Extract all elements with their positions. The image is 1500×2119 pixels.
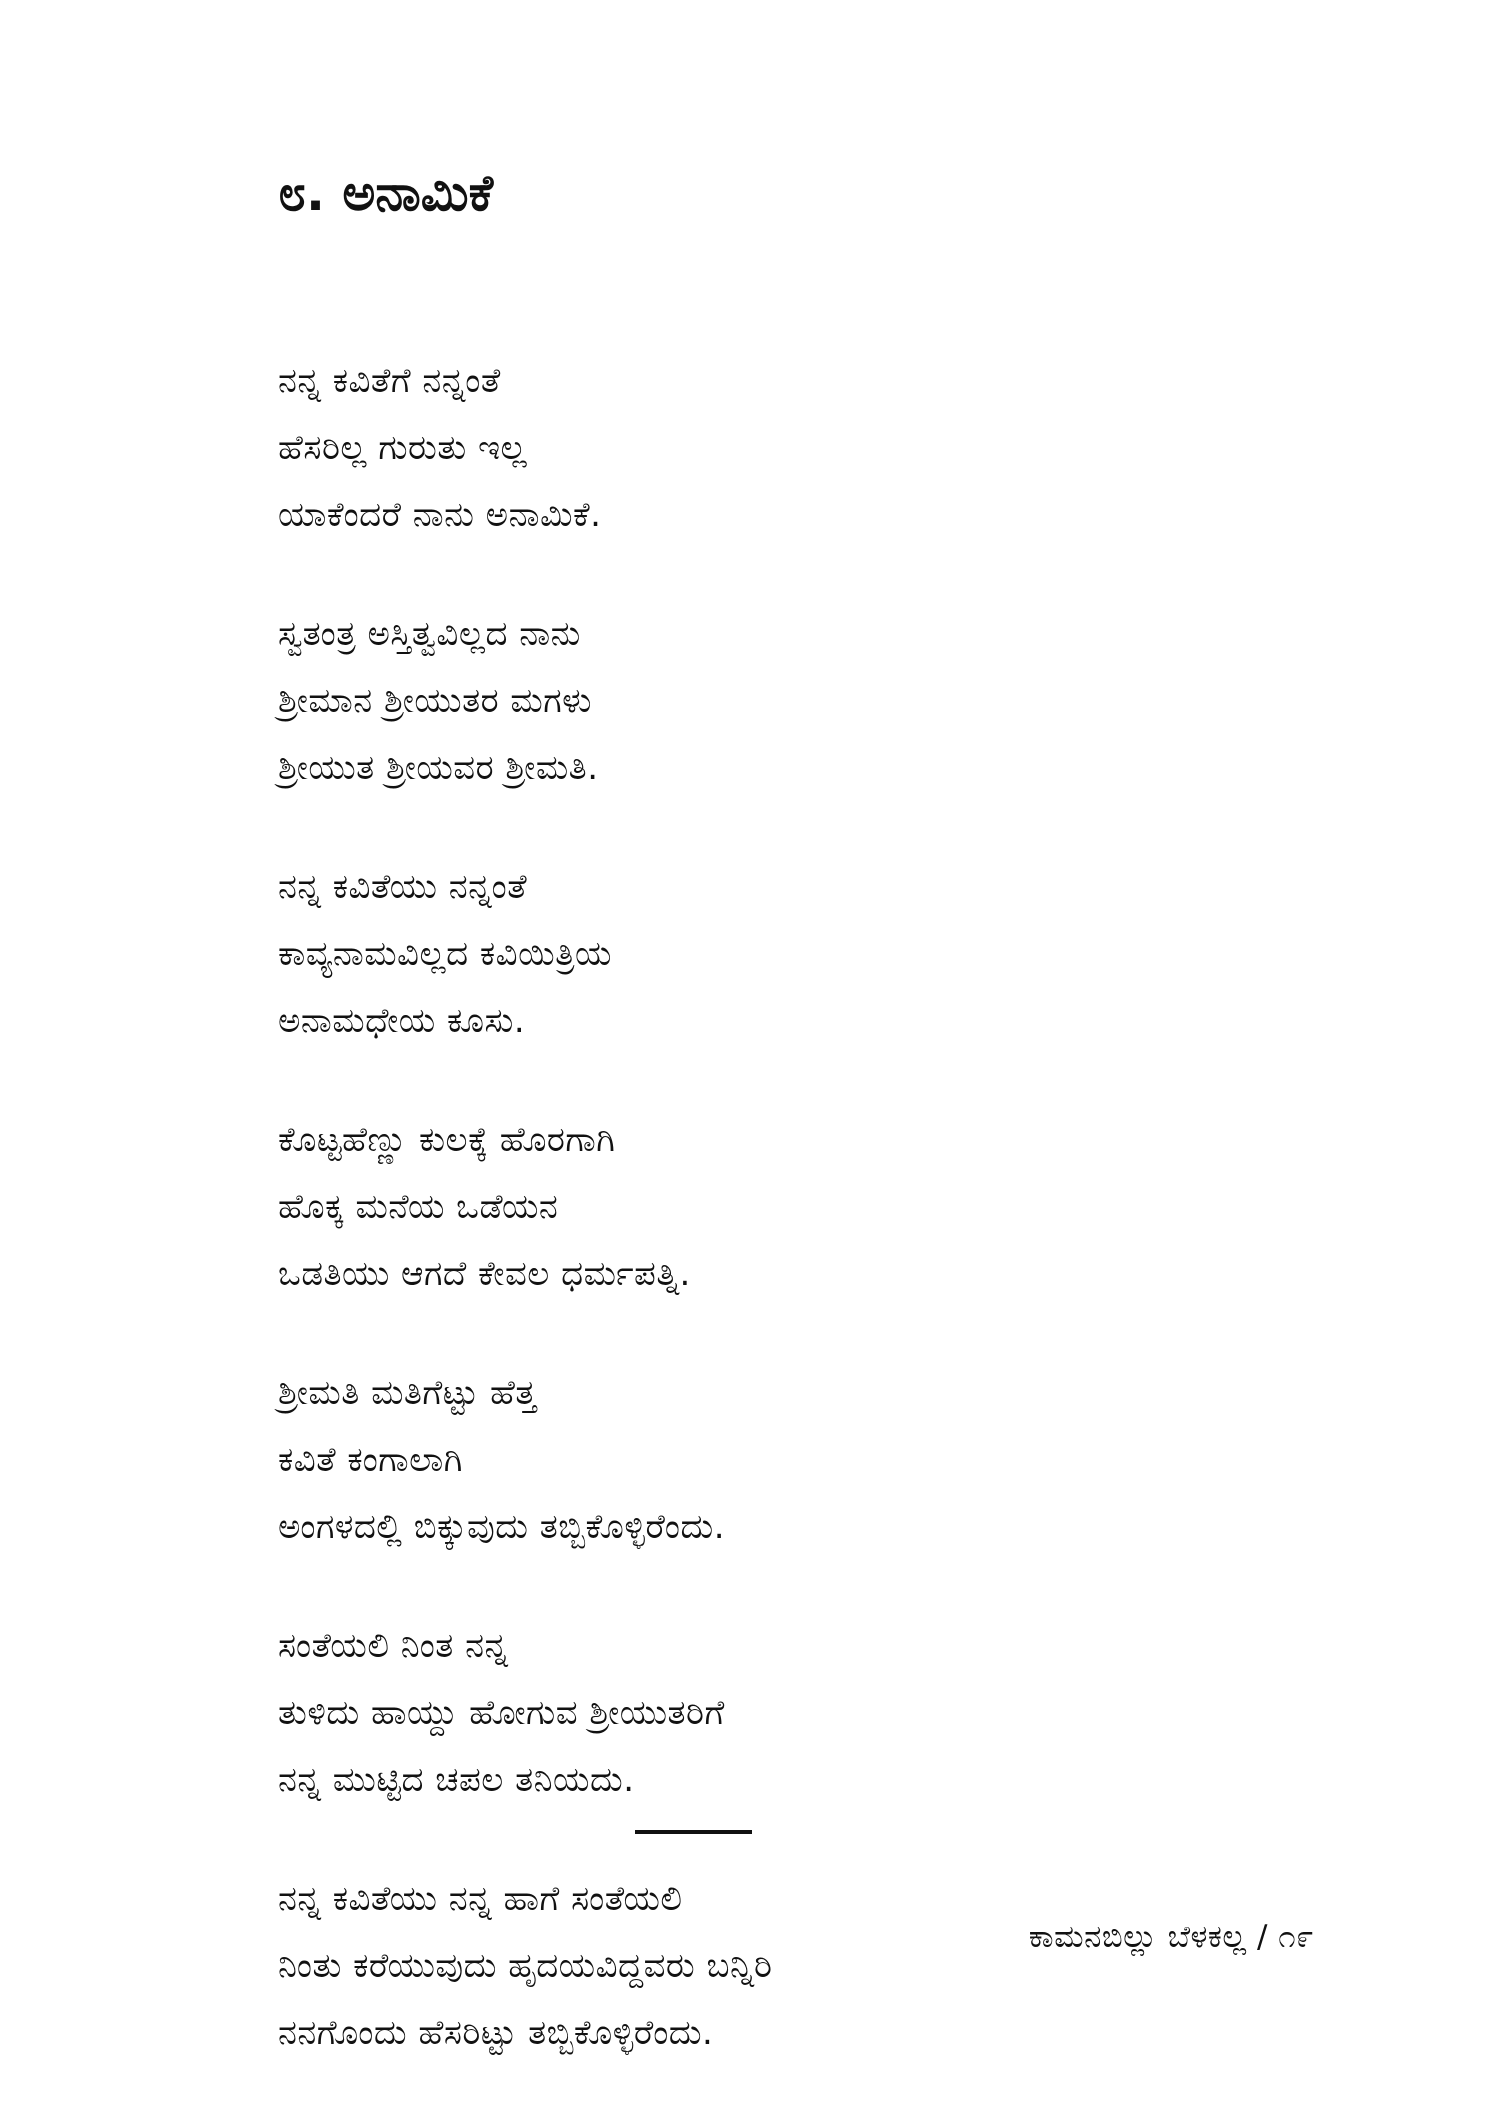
poem-line: ನನ್ನ ಕವಿತೆಗೆ ನನ್ನಂತೆ <box>278 361 501 401</box>
poem-line: ನನ್ನ ಕವಿತೆಯು ನನ್ನ ಹಾಗೆ ಸಂತೆಯಲಿ <box>278 1879 683 1919</box>
poem-line: ಒಡತಿಯು ಆಗದೆ ಕೇವಲ ಧರ್ಮಪತ್ನಿ. <box>278 1254 691 1294</box>
poem-line: ಕಾವ್ಯನಾಮವಿಲ್ಲದ ಕವಿಯಿತ್ರಿಯ <box>278 934 612 974</box>
poem-line: ಕವಿತೆ ಕಂಗಾಲಾಗಿ <box>278 1440 463 1480</box>
poem-line: ಶ್ರೀಮತಿ ಮತಿಗೆಟ್ಟು ಹೆತ್ತ <box>278 1373 537 1413</box>
stanza-4 <box>278 1107 1278 1308</box>
stanza-5 <box>278 1360 1278 1561</box>
poem-line: ತುಳಿದು ಹಾಯ್ದು ಹೋಗುವ ಶ್ರೀಯುತರಿಗೆ <box>278 1693 725 1733</box>
poem-line: ಸ್ವತಂತ್ರ ಅಸ್ತಿತ್ವವಿಲ್ಲದ ನಾನು <box>278 614 581 654</box>
stanza-1 <box>278 348 1278 549</box>
poem-line: ಅಂಗಳದಲ್ಲಿ ಬಿಕ್ಕುವುದು ತಬ್ಬಿಕೊಳ್ಳಿರೆಂದು. <box>278 1507 726 1547</box>
poem-line: ಕೊಟ್ಟಹೆಣ್ಣು ಕುಲಕ್ಕೆ ಹೊರಗಾಗಿ <box>278 1120 616 1160</box>
page-footer: ಕಾಮನಬಿಲ್ಲು ಬೆಳಕಲ್ಲ / ೧೯ <box>1028 1919 1314 1955</box>
stanza-2 <box>278 601 1278 802</box>
stanza-6 <box>278 1613 1278 1814</box>
stanza-3 <box>278 854 1278 1055</box>
poem-line: ನನ್ನ ಮುಟ್ಟಿದ ಚಪಲ ತನಿಯದು. <box>278 1760 635 1800</box>
poem-title: ೮. ಅನಾಮಿಕೆ <box>278 164 494 222</box>
poem-line: ಹೊಕ್ಕ ಮನೆಯ ಒಡೆಯನ <box>278 1187 559 1227</box>
poem-line: ಹೆಸರಿಲ್ಲ ಗುರುತು ಇಲ್ಲ <box>278 428 528 468</box>
poem-line: ಸಂತೆಯಲಿ ನಿಂತ ನನ್ನ <box>278 1626 509 1666</box>
poem-line: ಶ್ರೀಮಾನ ಶ್ರೀಯುತರ ಮಗಳು <box>278 681 592 721</box>
poem-line: ಯಾಕೆಂದರೆ ನಾನು ಅನಾಮಿಕೆ. <box>278 495 602 535</box>
poem-line: ನಿಂತು ಕರೆಯುವುದು ಹೃದಯವಿದ್ದವರು ಬನ್ನಿರಿ <box>278 1946 773 1986</box>
poem-body <box>278 348 1278 2119</box>
poem-line: ಅನಾಮಧೇಯ ಕೂಸು. <box>278 1001 526 1041</box>
poem-line: ನನ್ನ ಕವಿತೆಯು ನನ್ನಂತೆ <box>278 867 528 907</box>
stanza-7 <box>278 1866 1278 2067</box>
end-of-poem-rule <box>635 1830 752 1834</box>
poem-line: ಶ್ರೀಯುತ ಶ್ರೀಯವರ ಶ್ರೀಮತಿ. <box>278 748 599 788</box>
poem-line: ನನಗೊಂದು ಹೆಸರಿಟ್ಟು ತಬ್ಬಿಕೊಳ್ಳಿರೆಂದು. <box>278 2013 714 2053</box>
